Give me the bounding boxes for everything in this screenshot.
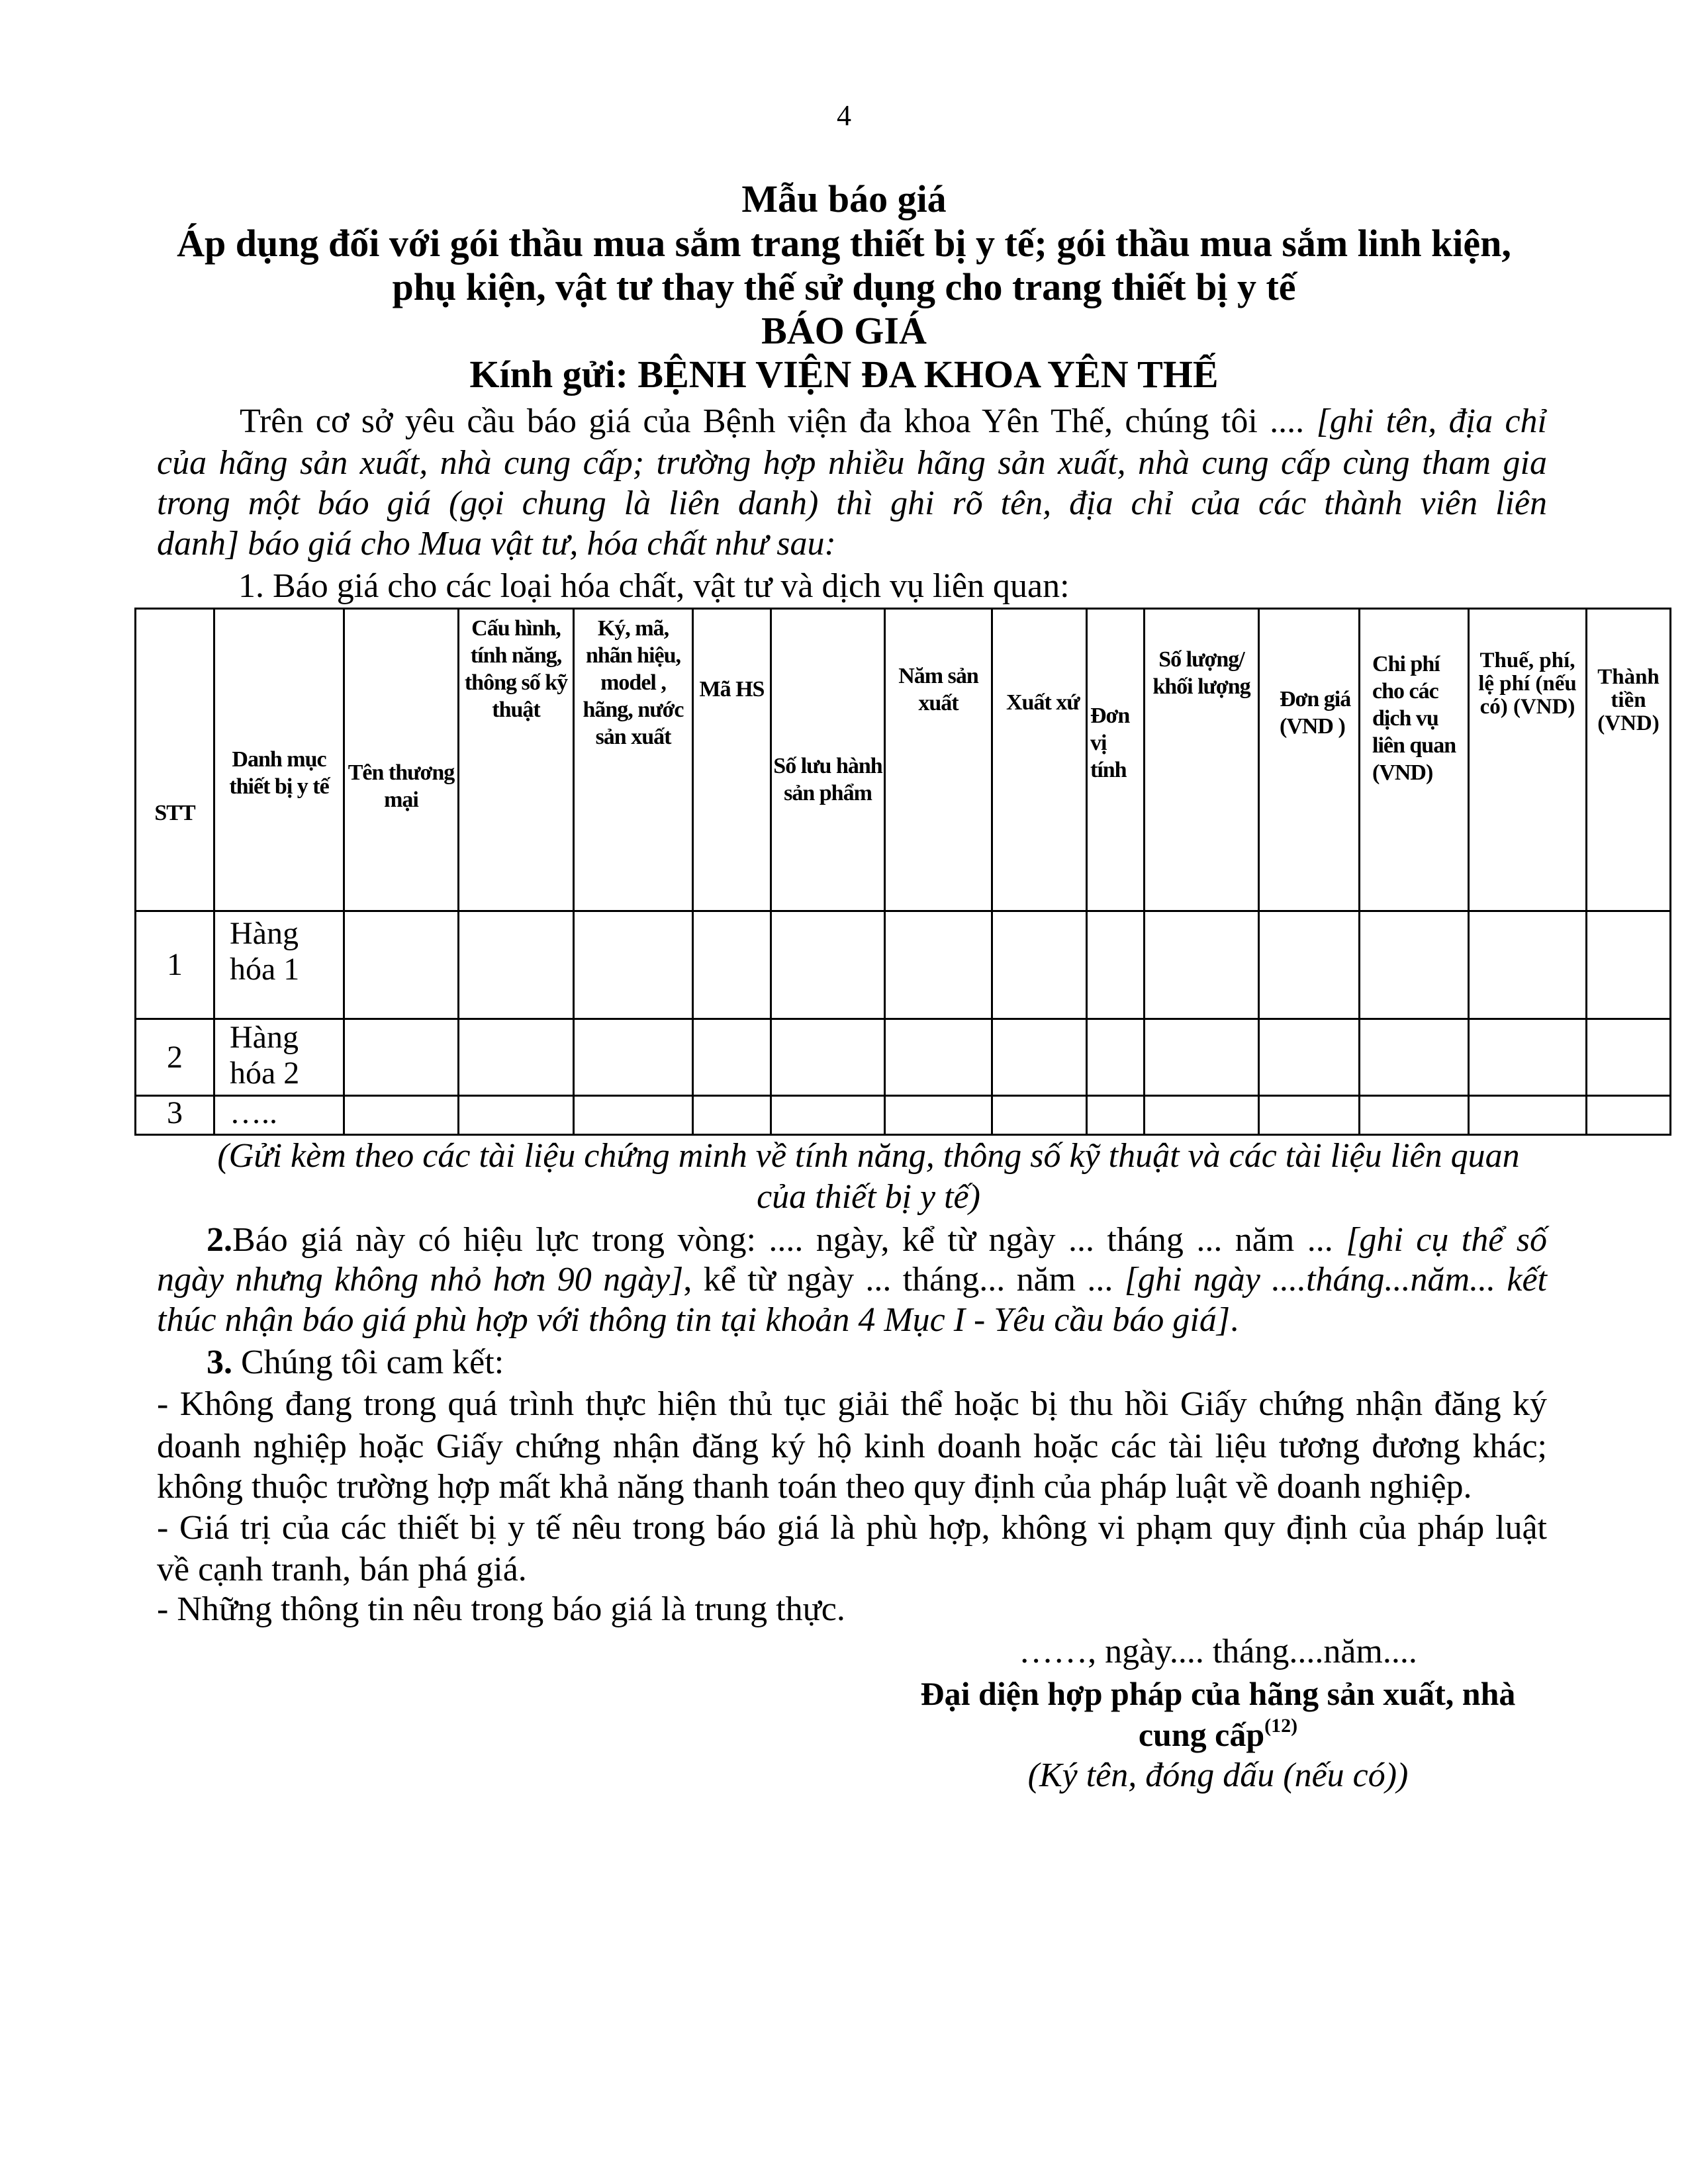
cell-empty[interactable] (1587, 911, 1671, 1019)
header-hs-code: Mã HS (693, 609, 771, 911)
cell-empty[interactable] (1087, 911, 1145, 1019)
header-origin: Xuất xứ (992, 609, 1087, 911)
section-2-line-3 (157, 1300, 1547, 1341)
cell-empty[interactable] (344, 1096, 459, 1135)
header-model-brand: Ký, mã, nhãn hiệu, model , hãng, nước sản xuất (574, 609, 693, 911)
cell-empty[interactable] (459, 1019, 574, 1096)
header-tax-fees: Thuế, phí, lệ phí (nếu có) (VND) (1469, 609, 1587, 911)
footnote-reference: (12) (1264, 1715, 1298, 1737)
intro-line-3: trong một báo giá (gọi chung là liên danh) thì ghi rõ tên, địa chỉ của các thành viên liên (157, 484, 1547, 522)
cell-empty[interactable] (992, 911, 1087, 1019)
section-2-line-2 (157, 1259, 1547, 1300)
row-stt: 3 (136, 1096, 214, 1135)
cell-empty[interactable] (344, 1019, 459, 1096)
cell-empty[interactable] (1145, 1096, 1259, 1135)
cell-empty[interactable] (1587, 1096, 1671, 1135)
header-quantity: Số lượng/ khối lượng (1145, 609, 1259, 911)
section-3-number: 3. (207, 1343, 232, 1381)
cell-empty[interactable] (1360, 911, 1469, 1019)
cell-empty[interactable] (992, 1096, 1087, 1135)
signature-title-text: cung cấp (1138, 1716, 1265, 1753)
applies-to-line-1: Áp dụng đối với gói thầu mua sắm trang thiết bị y tế; gói thầu mua sắm linh kiện, (177, 222, 1511, 265)
signature-date-line: ……, ngày.... tháng....năm.... (1019, 1633, 1417, 1670)
header-configuration: Cấu hình, tính năng, thông số kỹ thuật (459, 609, 574, 911)
header-year: Năm sản xuất (885, 609, 992, 911)
table-row (136, 1019, 1671, 1096)
table-row (136, 911, 1671, 1019)
cell-empty[interactable] (574, 911, 693, 1019)
header-service-cost: Chi phí cho các dịch vụ liên quan (VND) (1360, 609, 1469, 911)
cell-empty[interactable] (771, 1019, 885, 1096)
cell-empty[interactable] (574, 1096, 693, 1135)
row-item-name: Hàng hóa 2 (214, 1019, 344, 1096)
section-2-number: 2. (207, 1221, 232, 1259)
cell-empty[interactable] (1587, 1019, 1671, 1096)
commitment-line: - Giá trị của các thiết bị y tế nêu trong báo giá là phù hợp, không vi phạm quy định của pháp luật (157, 1509, 1547, 1547)
cell-empty[interactable] (992, 1019, 1087, 1096)
page-number: 4 (837, 99, 851, 132)
cell-empty[interactable] (1145, 911, 1259, 1019)
document-title: BÁO GIÁ (761, 309, 927, 352)
applies-to-line-2: phụ kiện, vật tư thay thế sử dụng cho trang thiết bị y tế (392, 265, 1296, 308)
cell-empty[interactable] (1360, 1019, 1469, 1096)
intro-instruction: [ghi tên, địa chỉ (1316, 402, 1547, 440)
intro-line-1 (240, 401, 1547, 442)
table-row (136, 1096, 1671, 1135)
cell-empty[interactable] (574, 1019, 693, 1096)
header-stt: STT (136, 609, 214, 911)
header-trade-name: Tên thương mại (344, 609, 459, 911)
section-2-instruction-c: thúc nhận báo giá phù hợp với thông tin tại khoản 4 Mục I - Yêu cầu báo giá] (157, 1301, 1231, 1339)
cell-empty[interactable] (1469, 1019, 1587, 1096)
cell-empty[interactable] (693, 1019, 771, 1096)
section-2-instruction-b: [ghi ngày ....tháng...năm... kết (1124, 1261, 1547, 1298)
section-2-instruction: [ghi cụ thể số (1346, 1221, 1548, 1259)
section-2-instruction-a: ngày nhưng không nhỏ hơn 90 ngày] (157, 1261, 684, 1298)
table-note-line-2: của thiết bị y tế) (757, 1178, 980, 1216)
cell-empty[interactable] (459, 1096, 574, 1135)
section-1-heading: 1. Báo giá cho các loại hóa chất, vật tư và dịch vụ liên quan: (238, 567, 1070, 605)
header-item-list: Danh mục thiết bị y tế (214, 609, 344, 911)
cell-empty[interactable] (693, 911, 771, 1019)
table-note-line-1: (Gửi kèm theo các tài liệu chứng minh về tính năng, thông số kỹ thuật và các tài liệu liên quan (217, 1137, 1520, 1175)
recipient: Kính gửi: BỆNH VIỆN ĐA KHOA YÊN THẾ (469, 353, 1219, 396)
form-title: Mẫu báo giá (741, 177, 947, 220)
section-2-text-b: , kể từ ngày ... tháng... năm ... (683, 1261, 1125, 1298)
cell-empty[interactable] (885, 1096, 992, 1135)
header-unit-price: Đơn giá (VND ) (1259, 609, 1360, 911)
cell-empty[interactable] (1259, 911, 1360, 1019)
section-3-title: Chúng tôi cam kết: (232, 1343, 504, 1381)
cell-empty[interactable] (1145, 1019, 1259, 1096)
signature-title-line-2 (880, 1714, 1556, 1755)
cell-empty[interactable] (693, 1096, 771, 1135)
commitment-line: về cạnh tranh, bán phá giá. (157, 1551, 527, 1588)
cell-empty[interactable] (1259, 1019, 1360, 1096)
row-item-name: ….. (214, 1096, 344, 1135)
section-3-heading (207, 1342, 1597, 1383)
signature-instruction: (Ký tên, đóng dấu (nếu có)) (1027, 1756, 1409, 1794)
cell-empty[interactable] (885, 1019, 992, 1096)
header-registration-number: Số lưu hành sản phẩm (771, 609, 885, 911)
commitment-line: - Không đang trong quá trình thực hiện thủ tục giải thể hoặc bị thu hồi Giấy chứng nhận đăng ký (157, 1385, 1547, 1423)
row-stt: 1 (136, 911, 214, 1019)
commitment-line: - Những thông tin nêu trong báo giá là trung thực. (157, 1590, 845, 1628)
cell-empty[interactable] (1087, 1096, 1145, 1135)
intro-line-2: của hãng sản xuất, nhà cung cấp; trường hợp nhiều hãng sản xuất, nhà cung cấp cùng tham gia (157, 444, 1547, 482)
cell-empty[interactable] (1469, 1096, 1587, 1135)
header-total: Thành tiền (VND) (1587, 609, 1671, 911)
cell-empty[interactable] (885, 911, 992, 1019)
intro-line-4: danh] báo giá cho Mua vật tư, hóa chất như sau: (157, 525, 836, 563)
cell-empty[interactable] (771, 1096, 885, 1135)
section-2-end: . (1230, 1301, 1239, 1339)
commitment-line: không thuộc trường hợp mất khả năng thanh toán theo quy định của pháp luật về doanh nghiệp. (157, 1468, 1472, 1506)
commitment-line: doanh nghiệp hoặc Giấy chứng nhận đăng ký hộ kinh doanh hoặc các tài liệu tương đương khác; (157, 1428, 1547, 1465)
table-header-row (136, 609, 1671, 911)
section-2-text: Báo giá này có hiệu lực trong vòng: .... ngày, kể từ ngày ... tháng ... năm ... (232, 1221, 1346, 1259)
cell-empty[interactable] (459, 911, 574, 1019)
cell-empty[interactable] (344, 911, 459, 1019)
cell-empty[interactable] (1360, 1096, 1469, 1135)
section-2-line-1 (207, 1220, 1547, 1261)
row-stt: 2 (136, 1019, 214, 1096)
cell-empty[interactable] (771, 911, 885, 1019)
row-item-name: Hàng hóa 1 (214, 911, 344, 1019)
intro-text: Trên cơ sở yêu cầu báo giá của Bệnh viện đa khoa Yên Thế, chúng tôi .... (240, 402, 1317, 440)
header-unit: Đơn vị tính (1087, 609, 1145, 911)
quotation-table (134, 608, 1671, 1136)
cell-empty[interactable] (1087, 1019, 1145, 1096)
signature-title-line-1: Đại diện hợp pháp của hãng sản xuất, nhà (920, 1675, 1516, 1712)
cell-empty[interactable] (1259, 1096, 1360, 1135)
cell-empty[interactable] (1469, 911, 1587, 1019)
